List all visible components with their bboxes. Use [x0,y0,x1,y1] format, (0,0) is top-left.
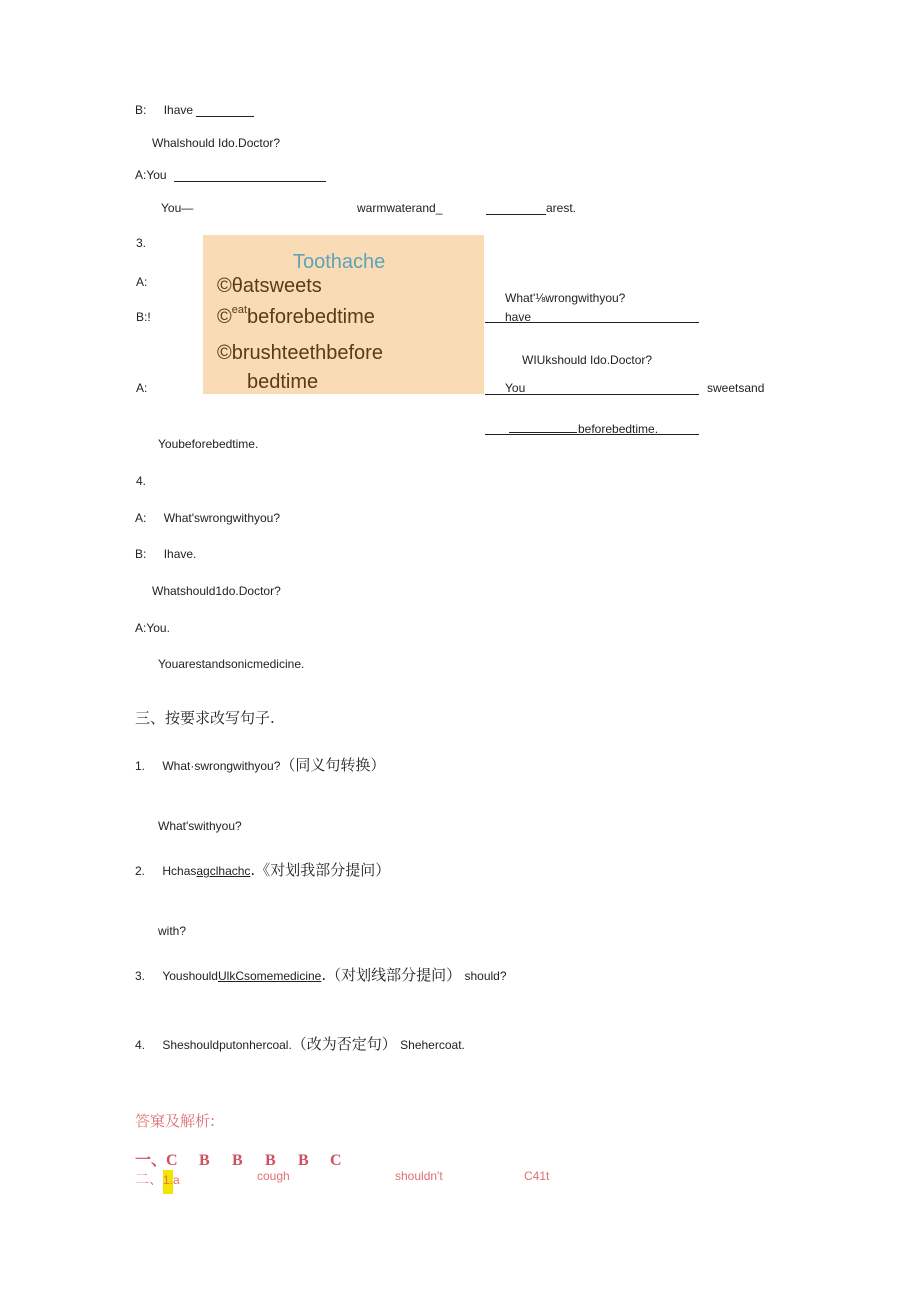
dialog-text: What'⅛wrongwithyou? [505,291,626,305]
speaker-label: B:! [136,310,151,324]
dialog-text: have [505,310,532,324]
question-text: What·swrongwithyou? [162,759,281,773]
toothache-card [203,235,484,394]
answers-row-1 [135,1151,342,1170]
rewrite-q3 [135,966,507,984]
question-text: Youshould [162,969,218,983]
card-item-bullet: © [217,306,232,328]
card-item: ©θatsweets [217,275,322,297]
answer-item: shouldn't [395,1169,443,1183]
dialog2-a-line [135,168,326,182]
answer-item: B [298,1152,309,1169]
answer-row-label: 二、 [135,1172,163,1188]
speaker-label: B: [135,103,147,117]
dialog-text: arest. [546,201,577,215]
answer-item: a [173,1173,180,1187]
question-instruction: （同义句转换） [280,756,386,774]
question-number: 2. [135,864,146,878]
dialog-text: Whatshould1do.Doctor? [152,584,281,598]
question-instruction: .（对划线部分提问） [321,966,462,984]
answer-item: B [199,1152,210,1169]
answer-line: What'swithyou? [158,819,242,833]
dialog-text: A:You. [135,621,170,635]
rewrite-q2 [135,861,390,879]
question-instruction: （改为否定句） [291,1035,397,1053]
card-item: ©brushteethbefore [217,342,383,364]
speaker-label: A: [136,275,148,289]
question-text: Hchas [162,864,197,878]
question-text: Sheshouldputonhercoal. [162,1038,292,1052]
rewrite-q4 [135,1035,465,1053]
dialog-text: You [505,381,526,395]
dialog-text: A:You [135,168,167,182]
dialog-text: Whalshould Ido.Doctor? [152,136,281,150]
card-item: bedtime [247,371,319,393]
question-instruction: .《对划我部分提问） [250,861,391,879]
card-item-text: beforebedtime [247,306,375,328]
answer-line: should? [464,969,507,983]
dialog-text: beforebedtime. [578,422,659,436]
dialog-text: WIUkshould Ido.Doctor? [522,353,653,367]
dialog2-end [486,201,576,215]
speaker-label: A: [135,511,147,525]
dialog-text: Youbeforebedtime. [158,437,259,451]
dialog-text: sweetsand [707,381,765,395]
dialog-text: Ihave. [163,547,197,561]
answer-item: C [166,1152,178,1169]
answer-blank[interactable] [509,432,577,433]
question-number: 4. [136,474,147,488]
answers-heading: 答窠及解析: [135,1112,216,1130]
dialog-text: You— [161,201,194,215]
question-number: 3. [135,969,146,983]
underlined-text: agclhachc [196,864,251,878]
dialog2-b-line [135,103,254,117]
answer-item: cough [257,1169,290,1183]
dialog-text: Youarestandsonicmedicine. [158,657,305,671]
answer-item: C [330,1152,342,1169]
question-number: 4. [135,1038,146,1052]
highlighted-number: 1. [163,1170,173,1194]
card-item-sup: eat [231,304,248,316]
dialog-text: Ihave [163,103,194,117]
answer-line: with? [158,924,187,938]
speaker-label: B: [135,547,147,561]
card-item [217,306,375,329]
answer-blank[interactable] [485,322,699,323]
answer-row-label: 一、 [135,1152,168,1169]
dialog-text: What'swrongwithyou? [163,511,281,525]
answer-line: Shehercoat. [400,1038,465,1052]
card-title: Toothache [293,251,386,273]
answer-item: B [265,1152,276,1169]
dialog4-a-line [135,511,280,525]
answers-row-2 [135,1172,180,1189]
dialog4-b-line [135,547,196,561]
answer-blank[interactable] [196,103,254,117]
underlined-text: UlkCsomemedicine [217,969,322,983]
answer-item: C41t [524,1169,550,1183]
rewrite-q1 [135,756,385,774]
section-heading: 三、按要求改写句子. [135,709,275,727]
dialog-text: warmwaterand_ [357,201,443,215]
answer-blank[interactable] [174,168,326,182]
answer-blank[interactable] [486,201,546,215]
answer-item: B [232,1152,243,1169]
speaker-label: A: [136,381,148,395]
question-number: 1. [135,759,146,773]
question-number: 3. [136,236,147,250]
answer-blank[interactable] [485,394,699,395]
